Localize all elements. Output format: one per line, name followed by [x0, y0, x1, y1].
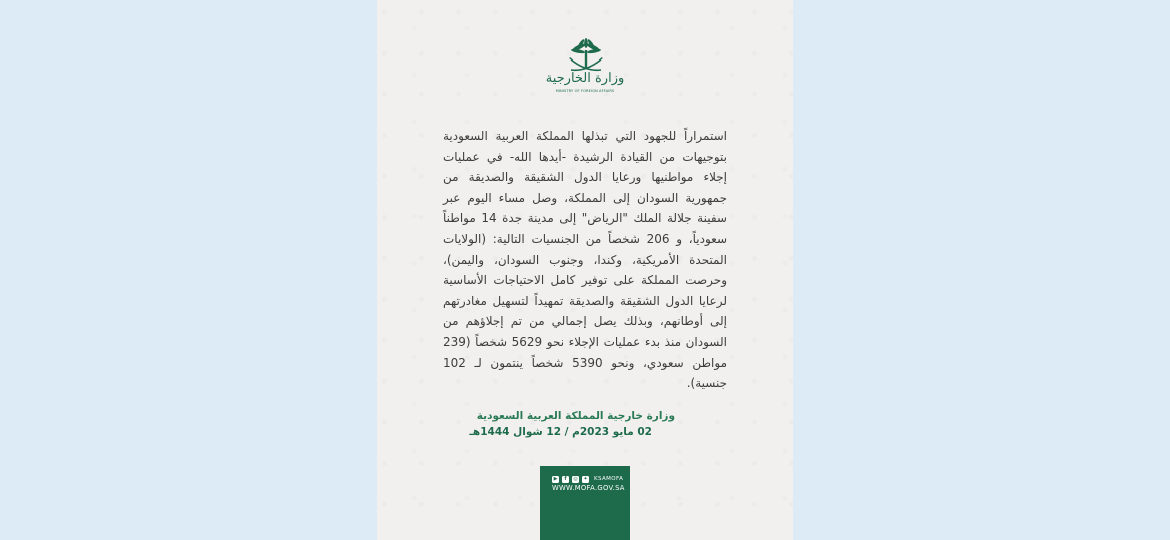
social-links [552, 474, 623, 484]
facebook-icon[interactable]: f [562, 476, 569, 483]
palm-swords-emblem-icon [557, 38, 615, 96]
signature-ministry: وزارة خارجية المملكة العربية السعودية [476, 410, 675, 422]
signature-date: 02 مايو 2023م / 12 شوال 1444هـ [469, 426, 652, 438]
youtube-icon[interactable]: ▶ [553, 475, 558, 482]
twitter-icon[interactable]: ✦ [583, 475, 588, 482]
website-link[interactable]: WWW.MOFA.GOV.SA [552, 484, 625, 492]
ministry-logo-name: وزارة الخارجية [545, 71, 625, 86]
instagram-icon[interactable]: ◎ [573, 475, 578, 482]
statement-body: استمراراً للجهود التي تبذلها المملكة العربية السعودية بتوجيهات من القيادة الرشيدة -أيدها الله- في عمليات إجلاء مواطنيها ورعايا الدول الشقيقة والصديقة من جمهورية السودان إلى المملكة، وصل مساء اليوم عبر سفينة جلالة الملك "الرياض" إلى مدينة جدة 14 مواطناً سعودياً، و 206 شخصاً من الجنسيات التالية: (الولايات المتحدة الأمريكية، وكندا، وجنوب السودان، واليمن)، وحرصت المملكة على توفير كامل الاحتياجات الأساسية لرعايا الدول الشقيقة والصديقة تمهيداً لتسهيل مغادرتهم إلى أوطانهم، وبذلك يصل إجمالي من تم إجلاؤهم من السودان منذ بدء عمليات الإجلاء نحو 5629 شخصاً (239 مواطن سعودي، ونحو 5390 شخصاً ينتمون لـ 102 جنسية). [443, 129, 728, 391]
ministry-logo-subtitle: MINISTRY OF FOREIGN AFFAIRS [555, 89, 615, 93]
social-handle[interactable]: KSAMOFA [594, 476, 624, 482]
